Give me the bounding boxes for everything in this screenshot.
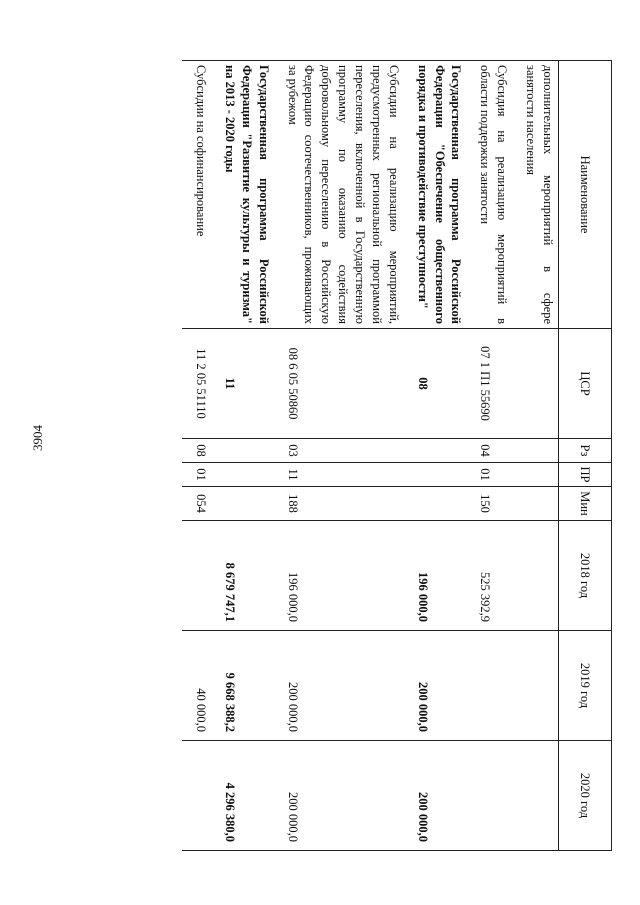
- cell-pr: [211, 463, 274, 487]
- cell-csr: 11 2 05 51110: [182, 329, 211, 439]
- table-row: [211, 61, 274, 851]
- cell-min: [404, 487, 467, 521]
- cell-name: Субсидии на софинансирование: [182, 61, 211, 329]
- cell-csr: 08 6 05 50860: [274, 329, 404, 439]
- cell-name: дополнительных мероприятий в сфере занятости населения: [512, 61, 558, 329]
- table-row: [182, 61, 211, 851]
- header-2018: 2018 год: [559, 521, 612, 631]
- cell-pr: 01: [467, 463, 513, 487]
- cell-name: Государственная программа Российской Федерации "Развитие культуры и туризма" на 2013 - 2020 годы: [211, 61, 274, 329]
- cell-y2019: [512, 631, 558, 741]
- table-row: [404, 61, 467, 851]
- table-row: [512, 61, 558, 851]
- cell-y2018: 196 000,0: [274, 521, 404, 631]
- header-name: Наименование: [559, 61, 612, 329]
- header-rz: Рз: [559, 439, 612, 463]
- cell-y2018: 525 392,9: [467, 521, 513, 631]
- cell-y2019: [467, 631, 513, 741]
- header-csr: ЦСР: [559, 329, 612, 439]
- budget-table: [182, 60, 612, 851]
- cell-pr: 01: [182, 463, 211, 487]
- header-pr: ПР: [559, 463, 612, 487]
- cell-rz: [512, 439, 558, 463]
- cell-min: 150: [467, 487, 513, 521]
- cell-y2019: 40 000,0: [182, 631, 211, 741]
- cell-min: [512, 487, 558, 521]
- cell-pr: [404, 463, 467, 487]
- cell-name: Государственная программа Российской Федерации "Обеспечение общественного порядка и противодействие преступности": [404, 61, 467, 329]
- cell-min: 188: [274, 487, 404, 521]
- cell-csr: 08: [404, 329, 467, 439]
- cell-y2020: [182, 741, 211, 851]
- cell-y2018: [512, 521, 558, 631]
- cell-y2019: 9 668 388,2: [211, 631, 274, 741]
- cell-name: Субсидии на реализацию мероприятий, предусмотренных региональной программой переселения, включенной в Государственную программу по оказанию содействия добровольному переселению в Российскую Федерацию соотечественников, проживающих за рубежом: [274, 61, 404, 329]
- cell-y2018: 196 000,0: [404, 521, 467, 631]
- header-min: Мин: [559, 487, 612, 521]
- cell-name: Субсидия на реализацию мероприятий в области поддержки занятости: [467, 61, 513, 329]
- header-2019: 2019 год: [559, 631, 612, 741]
- cell-y2018: [182, 521, 211, 631]
- cell-rz: 04: [467, 439, 513, 463]
- table-row: [467, 61, 513, 851]
- page-number: 3904: [30, 425, 45, 451]
- cell-y2019: 200 000,0: [404, 631, 467, 741]
- table-row: [274, 61, 404, 851]
- cell-pr: [512, 463, 558, 487]
- cell-y2020: 4 296 380,0: [211, 741, 274, 851]
- cell-pr: 11: [274, 463, 404, 487]
- cell-csr: 11: [211, 329, 274, 439]
- cell-min: [211, 487, 274, 521]
- cell-rz: 03: [274, 439, 404, 463]
- header-2020: 2020 год: [559, 741, 612, 851]
- cell-y2019: 200 000,0: [274, 631, 404, 741]
- cell-y2020: 200 000,0: [274, 741, 404, 851]
- cell-rz: [404, 439, 467, 463]
- cell-y2020: 200 000,0: [404, 741, 467, 851]
- cell-rz: 08: [182, 439, 211, 463]
- cell-y2020: [512, 741, 558, 851]
- cell-csr: [512, 329, 558, 439]
- cell-csr: 07 1 П1 55690: [467, 329, 513, 439]
- cell-y2018: 8 679 747,1: [211, 521, 274, 631]
- cell-min: 054: [182, 487, 211, 521]
- cell-y2020: [467, 741, 513, 851]
- cell-rz: [211, 439, 274, 463]
- table-header-row: [559, 61, 612, 851]
- budget-table-sheet: [52, 60, 612, 850]
